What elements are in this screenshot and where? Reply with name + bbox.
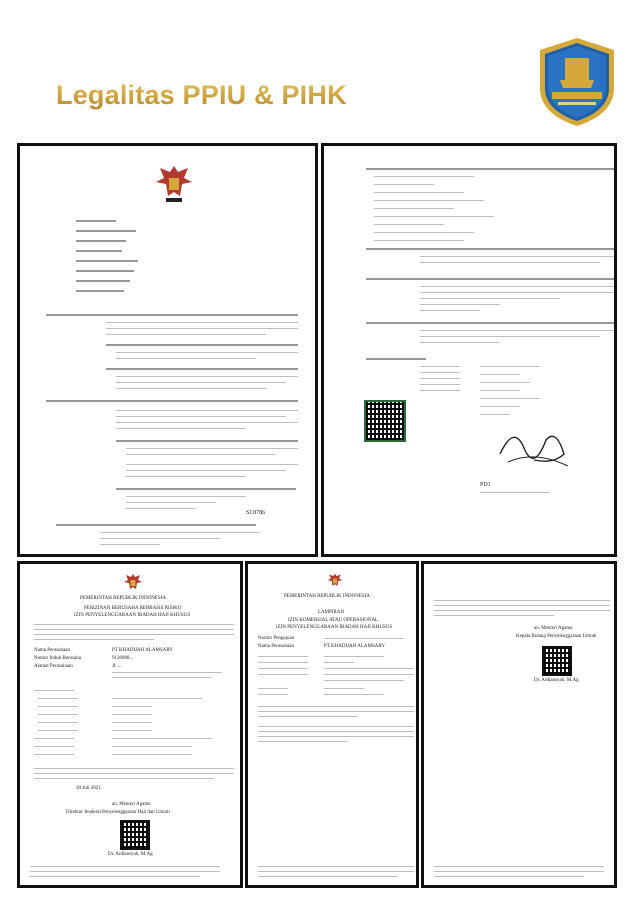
qr-code-icon bbox=[542, 646, 572, 676]
document-pihk-signature-page bbox=[421, 561, 617, 888]
doc3-row3-value: Jl. ... bbox=[112, 664, 122, 669]
document-lampiran-pihk bbox=[245, 561, 419, 888]
qr-code-icon bbox=[364, 400, 406, 442]
doc3-country: PEMERINTAH REPUBLIK INDONESIA bbox=[80, 596, 166, 601]
doc3-signer-unit: Direktur Jenderal Penyelenggaraan Haji dan Umrah bbox=[66, 810, 170, 815]
doc3-date: 30 Juli 2021 bbox=[76, 786, 101, 791]
doc1-footer-left: SJ.8786 bbox=[246, 510, 266, 516]
doc5-signer-unit: Kepala Bidang Penyelenggaraan Umrah bbox=[516, 634, 597, 639]
doc5-signer-title: an. Menteri Agama bbox=[534, 626, 573, 631]
doc3-subtitle: IZIN PENYELENGGARAAN IBADAH HAJI KHUSUS bbox=[74, 613, 191, 618]
doc4-row2-value: PT KHADIJAH ALAMSARY bbox=[324, 644, 386, 649]
doc4-row2-label: Nama Perusahaan bbox=[258, 644, 294, 649]
doc3-signer-title: an. Menteri Agama bbox=[112, 802, 151, 807]
document-izin-ppiu bbox=[17, 143, 318, 557]
doc5-signer-name: Dr. Ardiansyah, M.Ag bbox=[534, 678, 579, 683]
doc3-title: PERIZINAN BERUSAHA BERBASIS RISIKO bbox=[84, 606, 182, 611]
document-izin-pihk bbox=[17, 561, 243, 888]
garuda-emblem-icon bbox=[326, 572, 344, 590]
signature-icon bbox=[494, 414, 574, 474]
doc2-signatory: PD1 bbox=[480, 482, 491, 488]
company-logo-icon bbox=[536, 36, 618, 128]
doc3-row2-value: 9120008... bbox=[112, 656, 134, 661]
doc4-subtitle: IZIN KOMERSIAL ATAU OPERASIONAL bbox=[288, 618, 379, 623]
doc4-subtitle2: IZIN PENYELENGGARAAN IBADAH HAJI KHUSUS bbox=[276, 625, 393, 630]
qr-code-icon bbox=[120, 820, 150, 850]
garuda-emblem-icon bbox=[122, 572, 144, 594]
doc3-signer-name: Dr. Ardiansyah, M.Ag bbox=[108, 852, 153, 857]
doc4-row1-label: Nomor Pengajuan bbox=[258, 636, 295, 641]
garuda-emblem-icon bbox=[154, 162, 194, 206]
doc3-row1-value: PT KHADIJAH ALAMSARY bbox=[112, 648, 174, 653]
doc3-row2-label: Nomor Induk Berusaha bbox=[34, 656, 81, 661]
doc3-row1-label: Nama Perusahaan bbox=[34, 648, 70, 653]
page-title: Legalitas PPIU & PIHK bbox=[56, 80, 476, 111]
document-izin-ppiu-page2 bbox=[321, 143, 617, 557]
doc3-row3-label: Alamat Perusahaan bbox=[34, 664, 73, 669]
doc4-country: PEMERINTAH REPUBLIK INDONESIA bbox=[284, 594, 370, 599]
doc4-title: LAMPIRAN bbox=[318, 610, 345, 615]
